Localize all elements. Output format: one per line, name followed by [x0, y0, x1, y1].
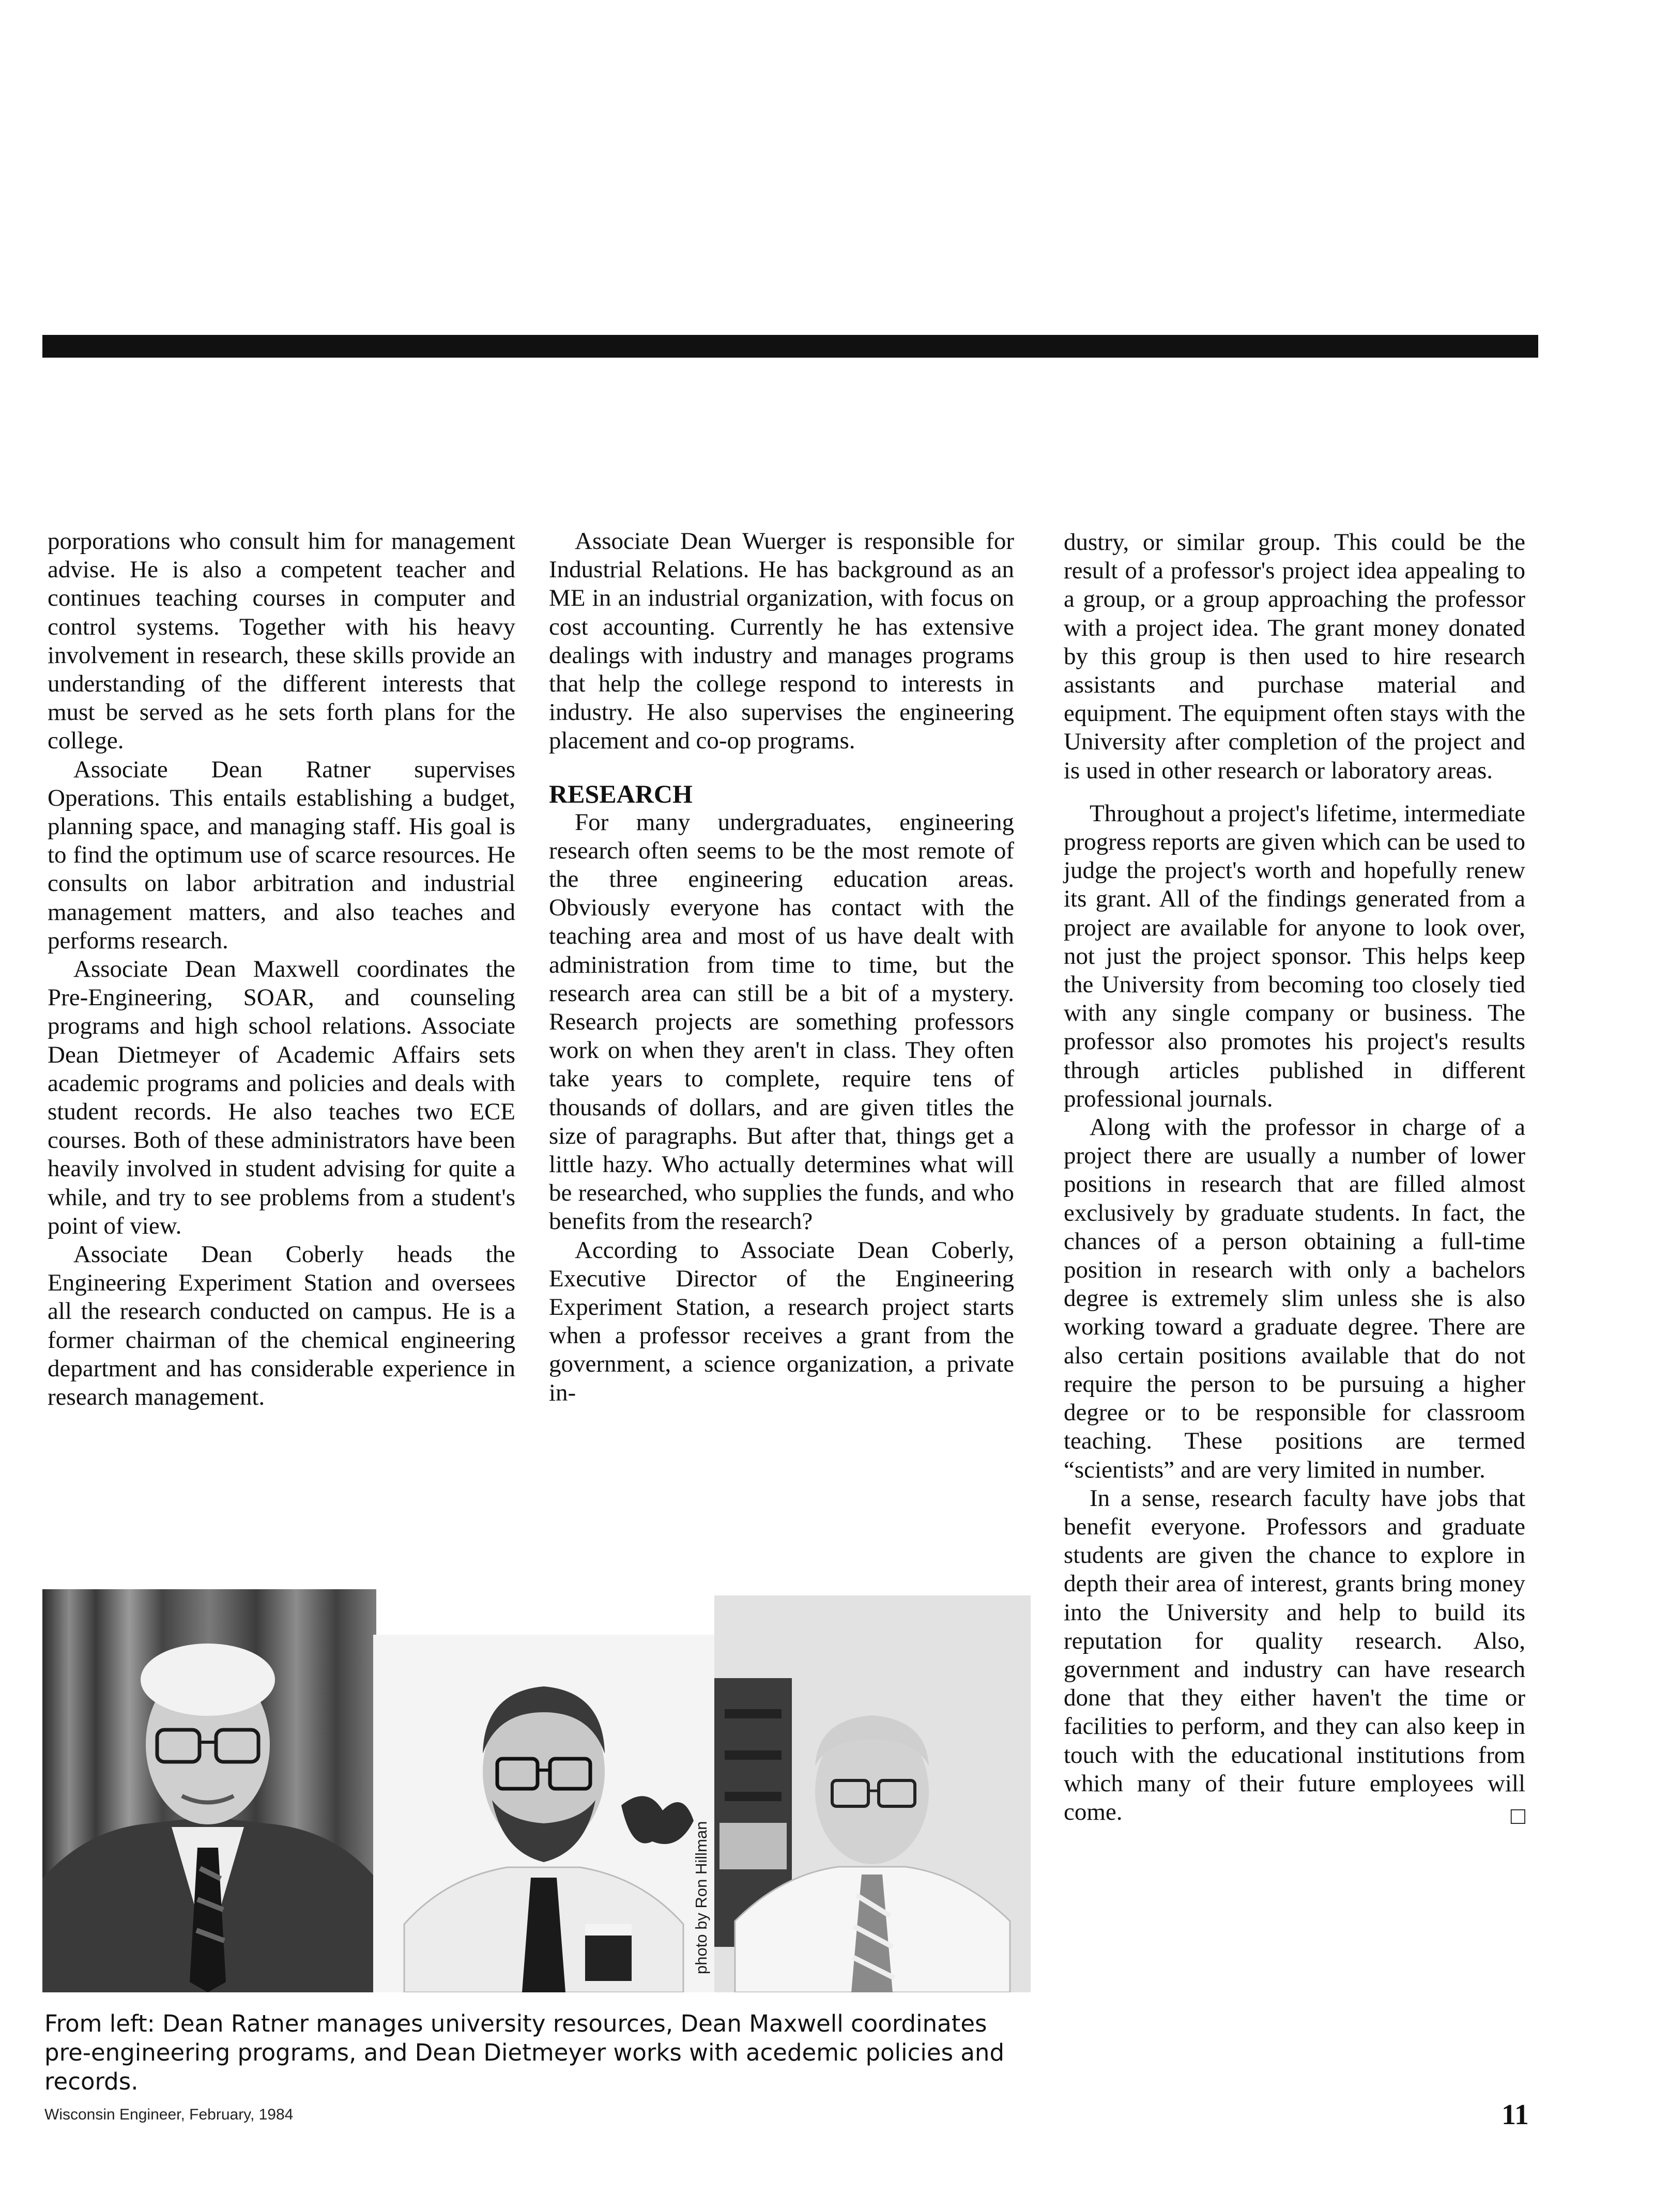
paragraph-grant-continuation: dustry, or similar group. This could be the result of a professor's project idea appealing to a group, or a group approaching the professor with a project idea. The grant money donated by this group is then used to hire research assistants and purchase material and equipment. The equipment often stays with the University after completion of the project and is used in other research or laboratory areas.: [1064, 529, 1525, 784]
paragraph-ratner: Associate Dean Ratner supervises Operations. This entails establishing a budget, planning space, and managing staff. His goal is to find the optimum use of scarce resources. He consults on labor arbitration and industrial management matters, and also teaches and performs research.: [48, 756, 515, 954]
article-column-1: [48, 527, 515, 1411]
benefits-text: In a sense, research faculty have jobs that benefit everyone. Professors and graduate students are given the chance to explore in depth their area of interest, grants bring money into the University and help to build its reputation for quality research. Also, government and industry can have research done that they either haven't the time or facilities to perform, and they can also keep in touch with the educational institutions from which many of their future employees will come.: [1064, 1484, 1525, 1825]
paragraph-research-coberly: According to Associate Dean Coberly, Executive Director of the Engineering Experiment Station, a research project starts when a professor receives a grant from the government, a science organization, a private in-: [549, 1236, 1014, 1406]
footer-source: Wisconsin Engineer, February, 1984: [44, 2106, 294, 2123]
end-of-article-mark: □: [1510, 1802, 1525, 1830]
paragraph-research-positions: Along with the professor in charge of a project there are usually a number of lower positions in research that are filled almost exclusively by graduate students. In fact, the chances of a person obtaining a full-time position in research with only a bachelors degree is extremely slim unless she is also working toward a graduate degree. There are also certain positions available that do not require the person to be pursuing a higher degree or to be responsible for classroom teaching. These positions are termed “scientists” and are very limited in number.: [1064, 1114, 1525, 1483]
photo-dean-ratner-image: [42, 1589, 376, 1992]
photo-dean-maxwell-image: [373, 1635, 714, 1992]
photo-credit-text: photo by Ron Hillman: [692, 1821, 710, 1974]
paragraph-wuerger: Associate Dean Wuerger is responsible for Industrial Relations. He has background as an ME in an industrial organization, with focus on cost accounting. Currently he has extensive dealings with industry and manages programs that help the college respond to interests in industry. He also supervises the engineering placement and co-op programs.: [549, 528, 1014, 755]
photo-dean-ratner: [42, 1589, 376, 1992]
article-column-2: [549, 527, 1014, 1407]
photo-credit: [690, 1819, 721, 1974]
top-rule: [42, 335, 1538, 358]
photo-dean-dietmeyer: [714, 1595, 1031, 1992]
paragraph-benefits: [1064, 1484, 1525, 1830]
paragraph-research-intro: For many undergraduates, engineering research often seems to be the most remote of the three engineering education areas. Obviously everyone has contact with the teaching area and most of us have dealt with administration from time to time, but the research area can still be a bit of a mystery. Research projects are something professors work on when they aren't in class. They often take years to complete, require tens of thousands of dollars, and are given titles the size of paragraphs. But after that, things get a little hazy. Who actually determines what will be researched, who supplies the funds, and who benefits from the research?: [549, 808, 1014, 1235]
photo-dean-dietmeyer-image: [714, 1595, 1031, 1992]
paragraph-coberly: Associate Dean Coberly heads the Engineering Experiment Station and oversees all the research conducted on campus. He is a former chairman of the chemical engineering department and has considerable experience in research management.: [48, 1241, 515, 1411]
page-number: 11: [1502, 2099, 1529, 2131]
section-heading-research: RESEARCH: [549, 779, 693, 808]
photo-strip: [42, 1589, 1031, 1992]
paragraph-project-lifetime: Throughout a project's lifetime, intermediate progress reports are given which can be used to judge the project's worth and hopefully renew its grant. All of the findings generated from a project are available for anyone to look over, not just the project sponsor. This helps keep the University from becoming too closely tied with any single company or business. The professor also promotes his project's results through articles published in different professional journals.: [1064, 800, 1525, 1112]
photo-dean-maxwell: [373, 1635, 714, 1992]
photo-caption: From left: Dean Ratner manages university resources, Dean Maxwell coordinates pre-engineering programs, and Dean Dietmeyer works with acedemic policies and records.: [44, 2010, 1005, 2095]
article-column-3: [1064, 528, 1525, 1831]
paragraph-continuation: porporations who consult him for management advise. He is also a competent teacher and continues teaching courses in computer and control systems. Together with his heavy involvement in research, these skills provide an understanding of the different interests that must be served as he sets forth plans for the college.: [48, 528, 515, 755]
paragraph-maxwell-dietmeyer: Associate Dean Maxwell coordinates the Pre-Engineering, SOAR, and counseling programs and high school relations. Associate Dean Dietmeyer of Academic Affairs sets academic programs and policies and deals with student records. He also teaches two ECE courses. Both of these administrators have been heavily involved in student advising for quite a while, and try to see problems from a student's point of view.: [48, 956, 515, 1239]
